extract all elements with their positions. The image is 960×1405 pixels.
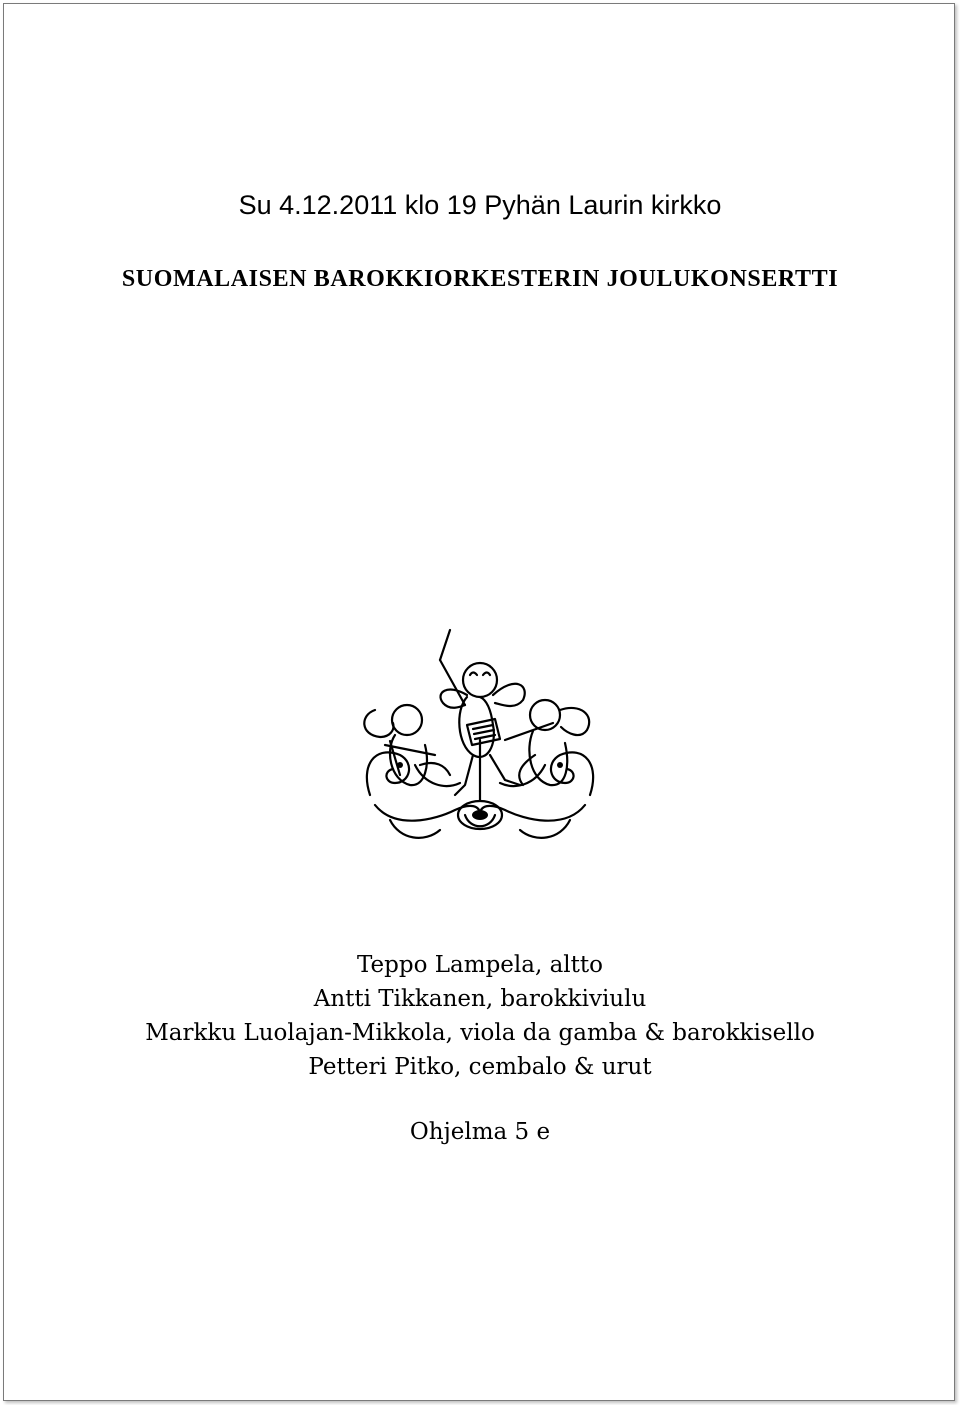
program-price: Ohjelma 5 e	[409, 1119, 551, 1145]
performer-line: Teppo Lampela, altto	[357, 952, 603, 978]
concert-title: SUOMALAISEN BAROKKIORKESTERIN JOULUKONSERTTI	[121, 266, 839, 292]
cherubs-music-vignette-icon	[355, 615, 605, 850]
performer-line: Markku Luolajan-Mikkola, viola da gamba & barokkisello	[145, 1020, 815, 1046]
performer-line: Antti Tikkanen, barokkiviulu	[313, 986, 647, 1012]
concert-date-line: Su 4.12.2011 klo 19 Pyhän Laurin kirkko	[238, 190, 722, 220]
performers-list	[0, 948, 960, 1084]
performer-line: Petteri Pitko, cembalo & urut	[308, 1054, 652, 1080]
